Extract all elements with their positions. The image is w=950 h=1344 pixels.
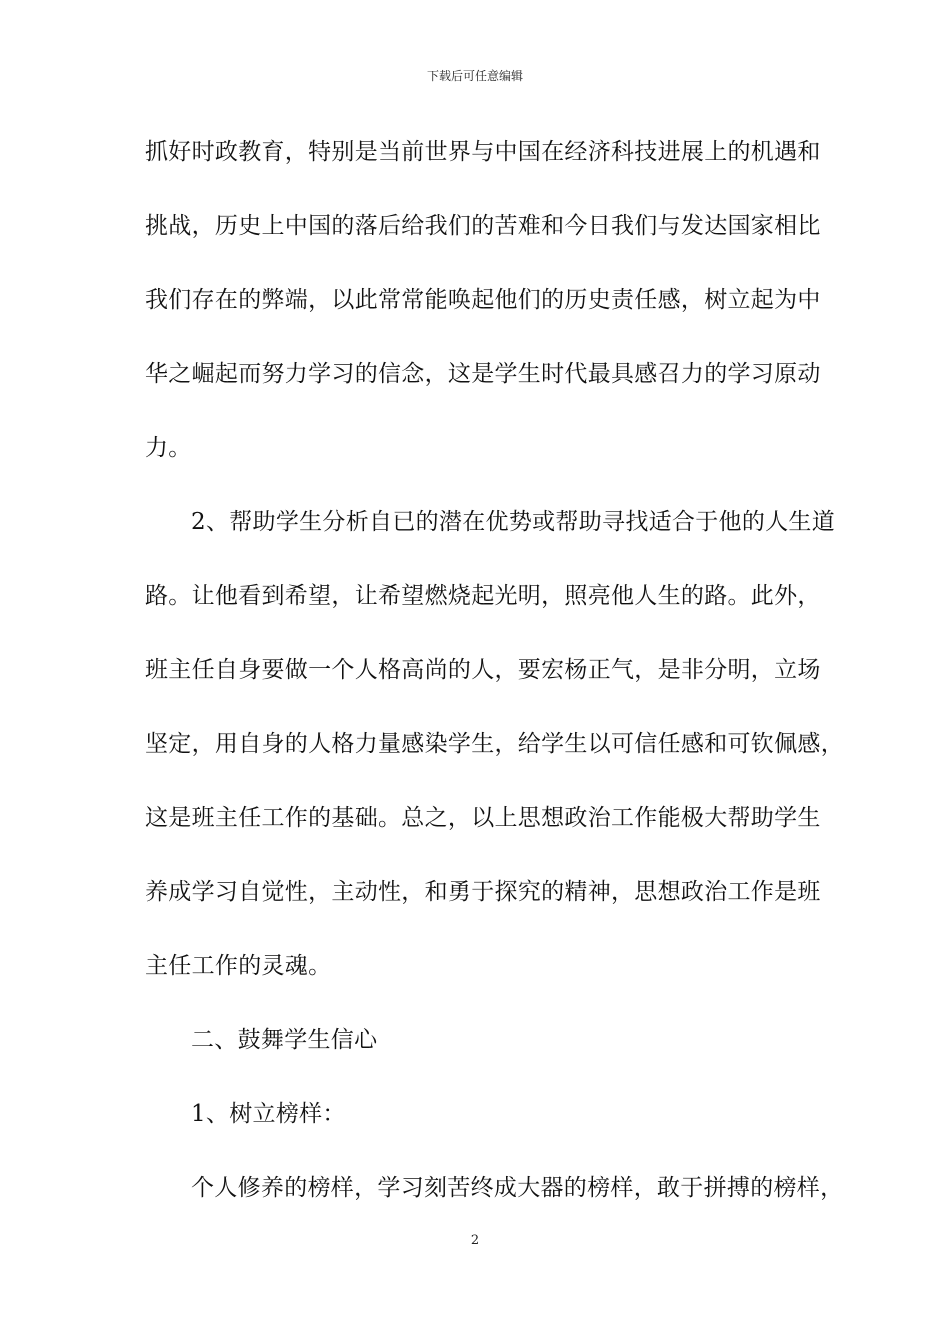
page-header: 下载后可任意编辑 <box>426 69 523 83</box>
paragraph-line: 路。让他看到希望，让希望燃烧起光明，照亮他人生的路。此外， <box>145 583 821 609</box>
paragraph-line: 班主任自身要做一个人格高尚的人，要宏杨正气，是非分明，立场 <box>145 657 821 683</box>
paragraph-line: 抓好时政教育，特别是当前世界与中国在经济科技进展上的机遇和 <box>145 139 821 165</box>
paragraph-line: 2、帮助学生分析自已的潜在优势或帮助寻找适合于他的人生道 <box>191 509 836 535</box>
page-number: 2 <box>470 1233 480 1248</box>
paragraph-line: 华之崛起而努力学习的信念，这是学生时代最具感召力的学习原动 <box>145 361 821 387</box>
paragraph-line: 这是班主任工作的基础。总之，以上思想政治工作能极大帮助学生 <box>145 805 821 831</box>
paragraph-line: 养成学习自觉性，主动性，和勇于探究的精神，思想政治工作是班 <box>145 879 821 905</box>
subsection-heading: 1、树立榜样： <box>191 1101 346 1127</box>
paragraph-line: 挑战，历史上中国的落后给我们的苦难和今日我们与发达国家相比 <box>145 213 821 239</box>
paragraph-line: 坚定，用自身的人格力量感染学生，给学生以可信任感和可钦佩感， <box>145 731 844 757</box>
section-heading: 二、鼓舞学生信心 <box>191 1027 378 1053</box>
paragraph-line: 个人修养的榜样，学习刻苦终成大器的榜样，敢于拼搏的榜样， <box>191 1175 844 1201</box>
paragraph-line: 力。 <box>145 435 192 461</box>
document-body <box>145 130 844 1240</box>
paragraph-line: 主任工作的灵魂。 <box>145 953 332 979</box>
paragraph-line: 我们存在的弊端，以此常常能唤起他们的历史责任感，树立起为中 <box>145 287 821 313</box>
